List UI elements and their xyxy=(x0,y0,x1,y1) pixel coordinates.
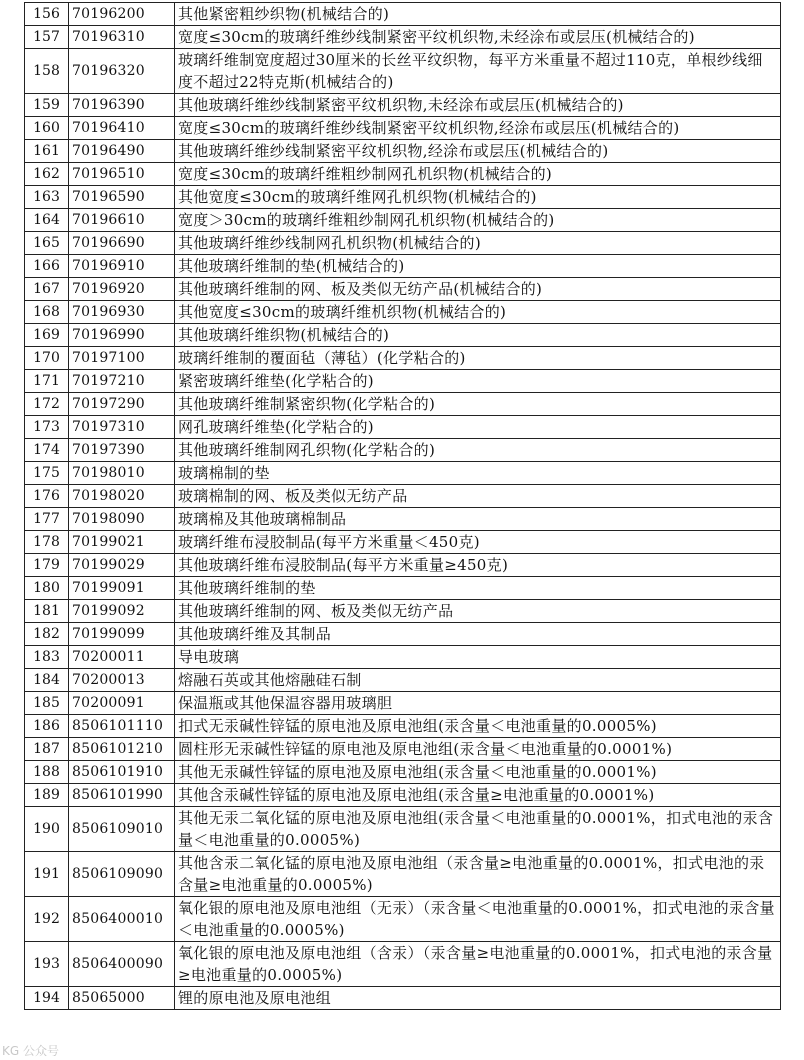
description-cell: 其他玻璃纤维及其制品 xyxy=(175,623,781,646)
table-row xyxy=(25,669,781,692)
table-row xyxy=(25,49,781,94)
description-cell: 其他玻璃纤维制的垫 xyxy=(175,577,781,600)
table-row xyxy=(25,646,781,669)
description-cell: 其他玻璃纤维纱线制紧密平纹机织物,未经涂布或层压(机械结合的) xyxy=(175,94,781,117)
hs-code-cell: 8506400010 xyxy=(69,897,175,942)
description-cell: 导电玻璃 xyxy=(175,646,781,669)
row-number-cell: 161 xyxy=(25,140,69,163)
description-cell: 熔融石英或其他熔融硅石制 xyxy=(175,669,781,692)
row-number-cell: 182 xyxy=(25,623,69,646)
description-cell: 其他紧密粗纱织物(机械结合的) xyxy=(175,3,781,26)
description-cell: 保温瓶或其他保温容器用玻璃胆 xyxy=(175,692,781,715)
row-number-cell: 181 xyxy=(25,600,69,623)
row-number-cell: 194 xyxy=(25,987,69,1010)
hs-code-cell: 70197210 xyxy=(69,370,175,393)
description-cell: 其他宽度≤30cm的玻璃纤维网孔机织物(机械结合的) xyxy=(175,186,781,209)
table-row xyxy=(25,987,781,1010)
row-number-cell: 167 xyxy=(25,278,69,301)
hs-code-cell: 70196990 xyxy=(69,324,175,347)
row-number-cell: 175 xyxy=(25,462,69,485)
hs-code-table-page xyxy=(24,2,781,1010)
description-cell: 玻璃纤维制的覆面毡（薄毡）(化学粘合的) xyxy=(175,347,781,370)
description-cell: 宽度＞30cm的玻璃纤维粗纱制网孔机织物(机械结合的) xyxy=(175,209,781,232)
description-cell: 玻璃棉制的网、板及类似无纺产品 xyxy=(175,485,781,508)
row-number-cell: 171 xyxy=(25,370,69,393)
row-number-cell: 166 xyxy=(25,255,69,278)
hs-code-cell: 70196490 xyxy=(69,140,175,163)
description-cell: 宽度≤30cm的玻璃纤维粗纱制网孔机织物(机械结合的) xyxy=(175,163,781,186)
table-row xyxy=(25,117,781,140)
row-number-cell: 190 xyxy=(25,807,69,852)
description-cell: 玻璃棉及其他玻璃棉制品 xyxy=(175,508,781,531)
row-number-cell: 185 xyxy=(25,692,69,715)
description-cell: 其他玻璃纤维布浸胶制品(每平方米重量≥450克) xyxy=(175,554,781,577)
hs-code-cell: 70196200 xyxy=(69,3,175,26)
table-row xyxy=(25,370,781,393)
row-number-cell: 188 xyxy=(25,761,69,784)
description-cell: 紧密玻璃纤维垫(化学粘合的) xyxy=(175,370,781,393)
row-number-cell: 192 xyxy=(25,897,69,942)
row-number-cell: 172 xyxy=(25,393,69,416)
hs-code-cell: 8506400090 xyxy=(69,942,175,987)
row-number-cell: 184 xyxy=(25,669,69,692)
description-cell: 其他玻璃纤维纱线制紧密平纹机织物,经涂布或层压(机械结合的) xyxy=(175,140,781,163)
hs-code-cell: 8506101110 xyxy=(69,715,175,738)
description-cell: 氧化银的原电池及原电池组（含汞）（汞含量≥电池重量的0.0001%，扣式电池的汞含量≥电池重量的0.0005%) xyxy=(175,942,781,987)
hs-code-cell: 70196920 xyxy=(69,278,175,301)
description-cell: 其他无汞碱性锌锰的原电池及原电池组(汞含量＜电池重量的0.0001%) xyxy=(175,761,781,784)
description-cell: 宽度≤30cm的玻璃纤维纱线制紧密平纹机织物,经涂布或层压(机械结合的) xyxy=(175,117,781,140)
row-number-cell: 180 xyxy=(25,577,69,600)
table-row xyxy=(25,554,781,577)
table-row xyxy=(25,485,781,508)
row-number-cell: 164 xyxy=(25,209,69,232)
row-number-cell: 159 xyxy=(25,94,69,117)
row-number-cell: 189 xyxy=(25,784,69,807)
row-number-cell: 173 xyxy=(25,416,69,439)
table-row xyxy=(25,942,781,987)
description-cell: 其他玻璃纤维制的网、板及类似无纺产品(机械结合的) xyxy=(175,278,781,301)
hs-code-cell: 8506101210 xyxy=(69,738,175,761)
hs-code-cell: 70199099 xyxy=(69,623,175,646)
description-cell: 其他玻璃纤维织物(机械结合的) xyxy=(175,324,781,347)
hs-code-cell: 70196510 xyxy=(69,163,175,186)
hs-code-cell: 70199091 xyxy=(69,577,175,600)
hs-code-cell: 70196610 xyxy=(69,209,175,232)
row-number-cell: 179 xyxy=(25,554,69,577)
hs-code-cell: 70199021 xyxy=(69,531,175,554)
table-row xyxy=(25,623,781,646)
table-row xyxy=(25,232,781,255)
row-number-cell: 162 xyxy=(25,163,69,186)
description-cell: 其他玻璃纤维制的垫(机械结合的) xyxy=(175,255,781,278)
row-number-cell: 178 xyxy=(25,531,69,554)
description-cell: 其他玻璃纤维制紧密织物(化学粘合的) xyxy=(175,393,781,416)
table-row xyxy=(25,897,781,942)
row-number-cell: 170 xyxy=(25,347,69,370)
table-row xyxy=(25,784,781,807)
hs-code-cell: 8506101910 xyxy=(69,761,175,784)
row-number-cell: 174 xyxy=(25,439,69,462)
description-cell: 其他含汞碱性锌锰的原电池及原电池组(汞含量≥电池重量的0.0001%) xyxy=(175,784,781,807)
hs-code-cell: 70196930 xyxy=(69,301,175,324)
hs-code-cell: 70200091 xyxy=(69,692,175,715)
hs-code-cell: 70198020 xyxy=(69,485,175,508)
description-cell: 其他含汞二氧化锰的原电池及原电池组（汞含量≥电池重量的0.0001%，扣式电池的汞含量≥电池重量的0.0005%) xyxy=(175,852,781,897)
table-row xyxy=(25,807,781,852)
row-number-cell: 165 xyxy=(25,232,69,255)
row-number-cell: 168 xyxy=(25,301,69,324)
table-row xyxy=(25,692,781,715)
hs-code-cell: 70196310 xyxy=(69,26,175,49)
description-cell: 扣式无汞碱性锌锰的原电池及原电池组(汞含量＜电池重量的0.0005%) xyxy=(175,715,781,738)
hs-code-cell: 70198010 xyxy=(69,462,175,485)
table-row xyxy=(25,26,781,49)
table-row xyxy=(25,761,781,784)
hs-code-cell: 70197100 xyxy=(69,347,175,370)
description-cell: 圆柱形无汞碱性锌锰的原电池及原电池组(汞含量＜电池重量的0.0001%) xyxy=(175,738,781,761)
description-cell: 其他玻璃纤维制网孔织物(化学粘合的) xyxy=(175,439,781,462)
row-number-cell: 191 xyxy=(25,852,69,897)
description-cell: 其他宽度≤30cm的玻璃纤维机织物(机械结合的) xyxy=(175,301,781,324)
table-row xyxy=(25,600,781,623)
table-row xyxy=(25,255,781,278)
table-row xyxy=(25,439,781,462)
table-row xyxy=(25,416,781,439)
row-number-cell: 193 xyxy=(25,942,69,987)
description-cell: 其他无汞二氧化锰的原电池及原电池组(汞含量＜电池重量的0.0001%，扣式电池的汞含量＜电池重量的0.0005%) xyxy=(175,807,781,852)
hs-code-cell: 70197390 xyxy=(69,439,175,462)
table-row xyxy=(25,715,781,738)
description-cell: 其他玻璃纤维制的网、板及类似无纺产品 xyxy=(175,600,781,623)
table-row xyxy=(25,186,781,209)
table-row xyxy=(25,852,781,897)
hs-code-cell: 70198090 xyxy=(69,508,175,531)
table-row xyxy=(25,278,781,301)
row-number-cell: 186 xyxy=(25,715,69,738)
row-number-cell: 169 xyxy=(25,324,69,347)
table-row xyxy=(25,3,781,26)
table-row xyxy=(25,301,781,324)
hs-code-cell: 70196590 xyxy=(69,186,175,209)
hs-code-cell: 70200013 xyxy=(69,669,175,692)
table-row xyxy=(25,347,781,370)
description-cell: 氧化银的原电池及原电池组（无汞）（汞含量＜电池重量的0.0001%，扣式电池的汞含量＜电池重量的0.0005%) xyxy=(175,897,781,942)
table-row xyxy=(25,140,781,163)
table-row xyxy=(25,209,781,232)
hs-code-cell: 70196410 xyxy=(69,117,175,140)
hs-code-cell: 8506109090 xyxy=(69,852,175,897)
watermark-logo: KG 公众号 xyxy=(2,1044,59,1058)
hs-code-cell: 8506109010 xyxy=(69,807,175,852)
table-body xyxy=(25,3,781,1010)
description-cell: 锂的原电池及原电池组 xyxy=(175,987,781,1010)
row-number-cell: 157 xyxy=(25,26,69,49)
table-row xyxy=(25,531,781,554)
hs-code-table xyxy=(24,2,781,1010)
description-cell: 玻璃纤维制宽度超过30厘米的长丝平纹织物，每平方米重量不超过110克，单根纱线细度不超过22特克斯(机械结合的) xyxy=(175,49,781,94)
hs-code-cell: 70200011 xyxy=(69,646,175,669)
table-row xyxy=(25,94,781,117)
hs-code-cell: 8506101990 xyxy=(69,784,175,807)
table-row xyxy=(25,324,781,347)
description-cell: 其他玻璃纤维纱线制网孔机织物(机械结合的) xyxy=(175,232,781,255)
hs-code-cell: 70196910 xyxy=(69,255,175,278)
description-cell: 玻璃纤维布浸胶制品(每平方米重量＜450克) xyxy=(175,531,781,554)
hs-code-cell: 70197310 xyxy=(69,416,175,439)
table-row xyxy=(25,738,781,761)
hs-code-cell: 70197290 xyxy=(69,393,175,416)
hs-code-cell: 70196690 xyxy=(69,232,175,255)
hs-code-cell: 70199029 xyxy=(69,554,175,577)
description-cell: 玻璃棉制的垫 xyxy=(175,462,781,485)
description-cell: 网孔玻璃纤维垫(化学粘合的) xyxy=(175,416,781,439)
row-number-cell: 156 xyxy=(25,3,69,26)
hs-code-cell: 70196390 xyxy=(69,94,175,117)
row-number-cell: 160 xyxy=(25,117,69,140)
description-cell: 宽度≤30cm的玻璃纤维纱线制紧密平纹机织物,未经涂布或层压(机械结合的) xyxy=(175,26,781,49)
row-number-cell: 158 xyxy=(25,49,69,94)
row-number-cell: 177 xyxy=(25,508,69,531)
row-number-cell: 183 xyxy=(25,646,69,669)
row-number-cell: 187 xyxy=(25,738,69,761)
hs-code-cell: 85065000 xyxy=(69,987,175,1010)
table-row xyxy=(25,508,781,531)
table-row xyxy=(25,577,781,600)
table-row xyxy=(25,462,781,485)
table-row xyxy=(25,163,781,186)
table-row xyxy=(25,393,781,416)
hs-code-cell: 70199092 xyxy=(69,600,175,623)
row-number-cell: 163 xyxy=(25,186,69,209)
row-number-cell: 176 xyxy=(25,485,69,508)
hs-code-cell: 70196320 xyxy=(69,49,175,94)
